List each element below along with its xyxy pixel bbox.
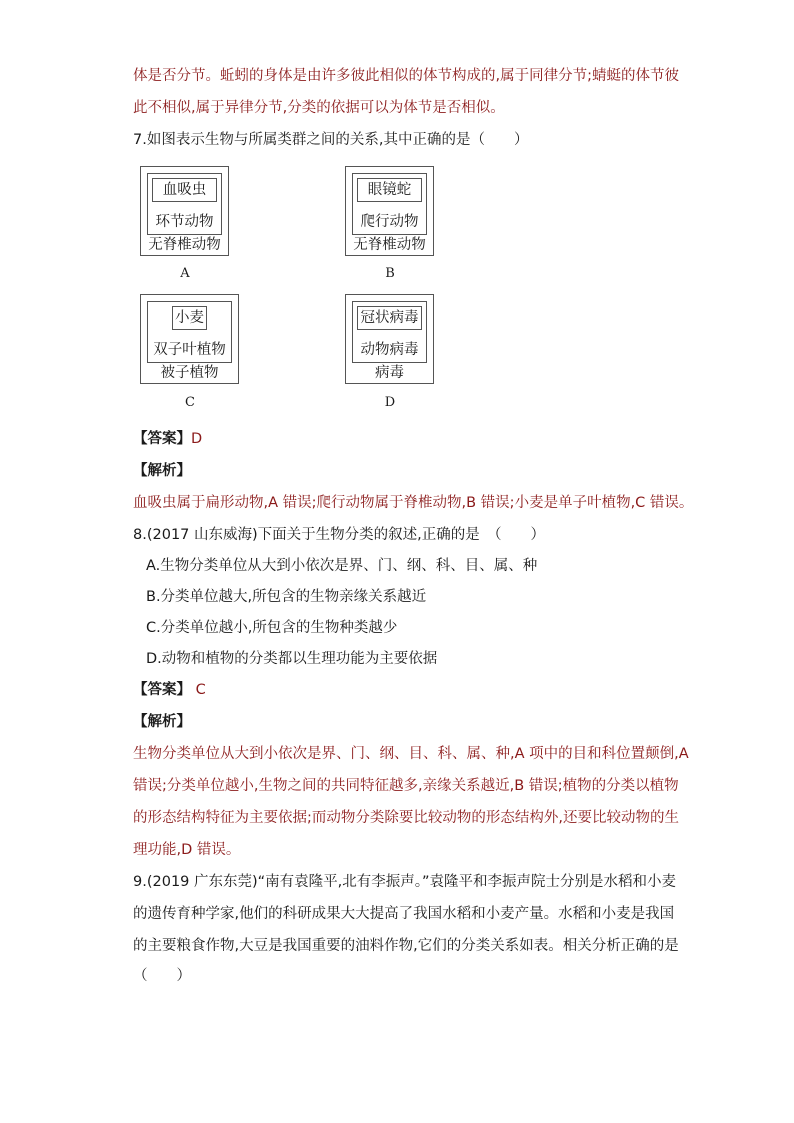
q8-analysis-label: 【解析】 — [133, 714, 191, 730]
diagram-c-inner: 小麦 — [175, 310, 204, 326]
q9-line-4: （ ） — [133, 968, 191, 984]
intro-line-2: 此不相似,属于异律分节,分类的依据可以为体节是否相似。 — [133, 100, 505, 116]
diagram-b-caption: B — [385, 266, 395, 281]
diagram-c — [140, 294, 239, 384]
intro-line-1: 体是否分节。蚯蚓的身体是由许多彼此相似的体节构成的,属于同律分节;蜻蜓的体节彼 — [133, 68, 679, 84]
q8-option-c: C.分类单位越小,所包含的生物种类越少 — [146, 620, 398, 636]
diagram-c-outer: 被子植物 — [160, 365, 219, 381]
q9-line-2: 的遗传育种学家,他们的科研成果大大提高了我国水稻和小麦产量。水稻和小麦是我国 — [133, 906, 675, 922]
diagram-d-middle: 动物病毒 — [360, 342, 419, 358]
q8-stem: 8.(2017 山东威海)下面关于生物分类的叙述,正确的是 （ ） — [133, 527, 546, 543]
q7-stem: 7.如图表示生物与所属类群之间的关系,其中正确的是（ ） — [133, 132, 529, 148]
q8-answer-label: 【答案】 — [133, 682, 191, 698]
diagram-d — [345, 294, 434, 384]
diagram-d-outer: 病毒 — [375, 365, 404, 381]
diagram-d-inner: 冠状病毒 — [360, 310, 419, 326]
q8-analysis-line-3: 的形态结构特征为主要依据;而动物分类除要比较动物的形态结构外,还要比较动物的生 — [133, 810, 679, 826]
diagram-b-middle: 爬行动物 — [360, 214, 419, 230]
q8-option-d: D.动物和植物的分类都以生理功能为主要依据 — [146, 651, 438, 667]
q8-answer — [133, 680, 206, 700]
diagram-a-caption: A — [180, 266, 190, 281]
diagram-b — [345, 166, 434, 256]
q8-option-b: B.分类单位越大,所包含的生物亲缘关系越近 — [146, 589, 427, 605]
q8-analysis-line-1: 生物分类单位从大到小依次是界、门、纲、目、科、属、种,A 项中的目和科位置颠倒,A — [133, 746, 689, 762]
diagram-b-inner: 眼镜蛇 — [367, 182, 412, 198]
q7-analysis: 血吸虫属于扁形动物,A 错误;爬行动物属于脊椎动物,B 错误;小麦是单子叶植物,C 错误。 — [133, 495, 694, 511]
q7-answer — [133, 429, 202, 449]
q8-analysis-line-4: 理功能,D 错误。 — [133, 842, 241, 858]
diagram-d-caption: D — [384, 395, 396, 410]
q9-line-3: 的主要粮食作物,大豆是我国重要的油料作物,它们的分类关系如表。相关分析正确的是 — [133, 938, 679, 954]
q7-answer-value: D — [191, 431, 203, 447]
diagram-a-middle: 环节动物 — [155, 214, 214, 230]
q8-analysis-line-2: 错误;分类单位越小,生物之间的共同特征越多,亲缘关系越近,B 错误;植物的分类以植物 — [133, 778, 679, 794]
diagram-c-caption: C — [185, 395, 195, 410]
q9-line-1: 9.(2019 广东东莞)“南有袁隆平,北有李振声。”袁隆平和李振声院士分别是水稻和小麦 — [133, 874, 677, 890]
diagram-a-inner: 血吸虫 — [162, 182, 207, 198]
diagram-a-outer: 无脊椎动物 — [148, 237, 221, 253]
diagram-c-middle: 双子叶植物 — [153, 342, 226, 358]
diagram-b-outer: 无脊椎动物 — [353, 237, 426, 253]
q8-option-a: A.生物分类单位从大到小依次是界、门、纲、科、目、属、种 — [146, 558, 538, 574]
q8-answer-value: C — [191, 682, 206, 698]
q7-analysis-label: 【解析】 — [133, 463, 191, 479]
diagram-a — [140, 166, 229, 256]
q7-answer-label: 【答案】 — [133, 431, 191, 447]
